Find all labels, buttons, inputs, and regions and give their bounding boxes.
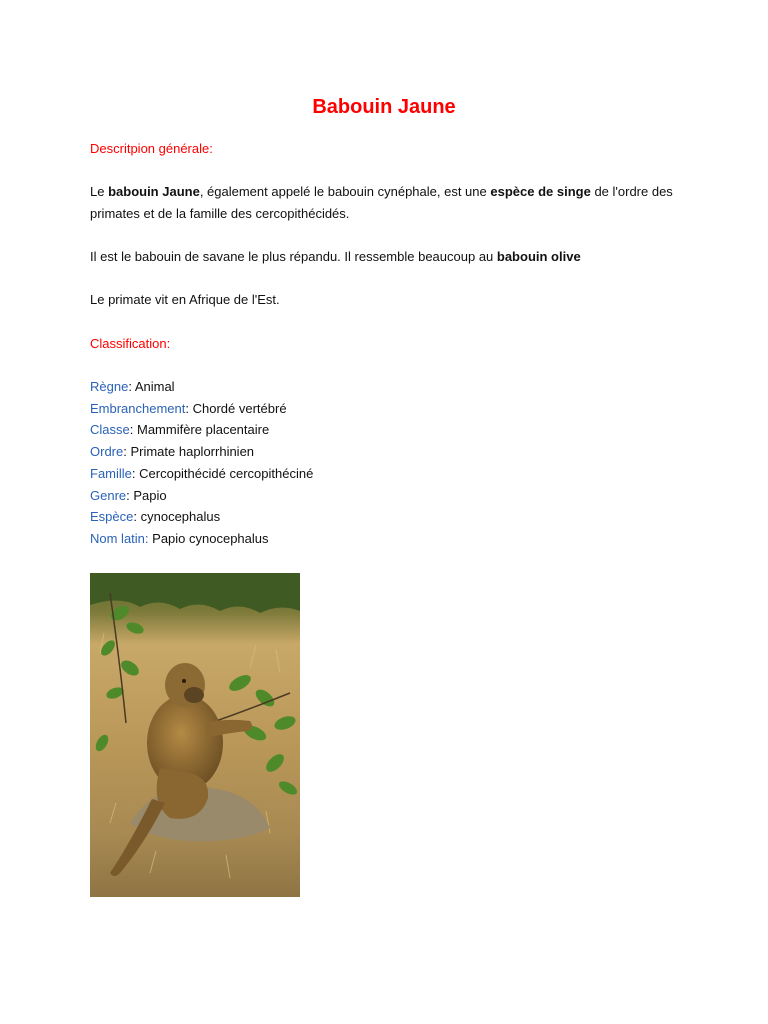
classification-sep: : xyxy=(133,509,141,525)
classification-key: Classe xyxy=(90,422,130,438)
para1-text-1: Le xyxy=(90,184,109,199)
classification-key: Règne xyxy=(90,379,129,394)
classification-key: Famille xyxy=(90,465,132,481)
classification-value: Animal xyxy=(134,379,175,394)
baboon-photo xyxy=(90,573,300,897)
classification-row-genre xyxy=(90,485,313,507)
classification-key: Espèce xyxy=(90,509,134,525)
para1-bold-2: espèce de singe xyxy=(490,184,591,199)
classification-sep: : xyxy=(129,422,137,438)
classification-sep: : xyxy=(123,444,131,460)
classification-heading: Classification: xyxy=(90,336,171,351)
classification-value: Papio xyxy=(133,487,167,503)
para2-text-1: Il est le babouin de savane le plus répandu. Il ressemble beaucoup au xyxy=(90,249,497,264)
para1-bold-1: babouin Jaune xyxy=(108,184,200,199)
classification-sep: : xyxy=(126,487,134,503)
classification-row-ordre xyxy=(90,441,313,463)
classification-row-classe xyxy=(90,419,313,441)
para1-text-2: , également appelé le babouin cynéphale, est une xyxy=(199,184,491,199)
description-heading: Descritpion générale: xyxy=(90,141,213,156)
classification-key: Genre xyxy=(90,487,127,503)
classification-row-embranchement xyxy=(90,398,313,420)
page-title: Babouin Jaune xyxy=(312,96,456,118)
description-paragraph-1 xyxy=(90,181,680,225)
classification-value: Papio cynocephalus xyxy=(152,530,269,546)
classification-value: Chordé vertébré xyxy=(192,400,287,416)
classification-row-regne xyxy=(90,376,313,398)
classification-list xyxy=(90,376,313,550)
classification-sep: : xyxy=(131,465,140,481)
classification-value: Primate haplorrhinien xyxy=(130,444,255,460)
classification-row-espece xyxy=(90,506,313,528)
classification-sep: : xyxy=(185,400,193,416)
description-paragraph-3: Le primate vit en Afrique de l'Est. xyxy=(90,292,280,307)
classification-key: Nom latin: xyxy=(90,530,149,546)
classification-row-nom-latin xyxy=(90,528,313,550)
classification-value: cynocephalus xyxy=(140,509,221,525)
description-paragraph-2 xyxy=(90,246,680,268)
para2-bold-1: babouin olive xyxy=(496,249,581,264)
classification-key: Embranchement xyxy=(90,400,186,416)
classification-value: Cercopithécidé cercopithéciné xyxy=(139,465,314,481)
classification-key: Ordre xyxy=(90,444,124,460)
classification-value: Mammifère placentaire xyxy=(136,422,270,438)
para1-text-3: de l'ordre des primates et de la famille des cercopithécidés. xyxy=(90,184,673,221)
classification-row-famille xyxy=(90,463,313,485)
classification-sep: : xyxy=(128,379,135,394)
